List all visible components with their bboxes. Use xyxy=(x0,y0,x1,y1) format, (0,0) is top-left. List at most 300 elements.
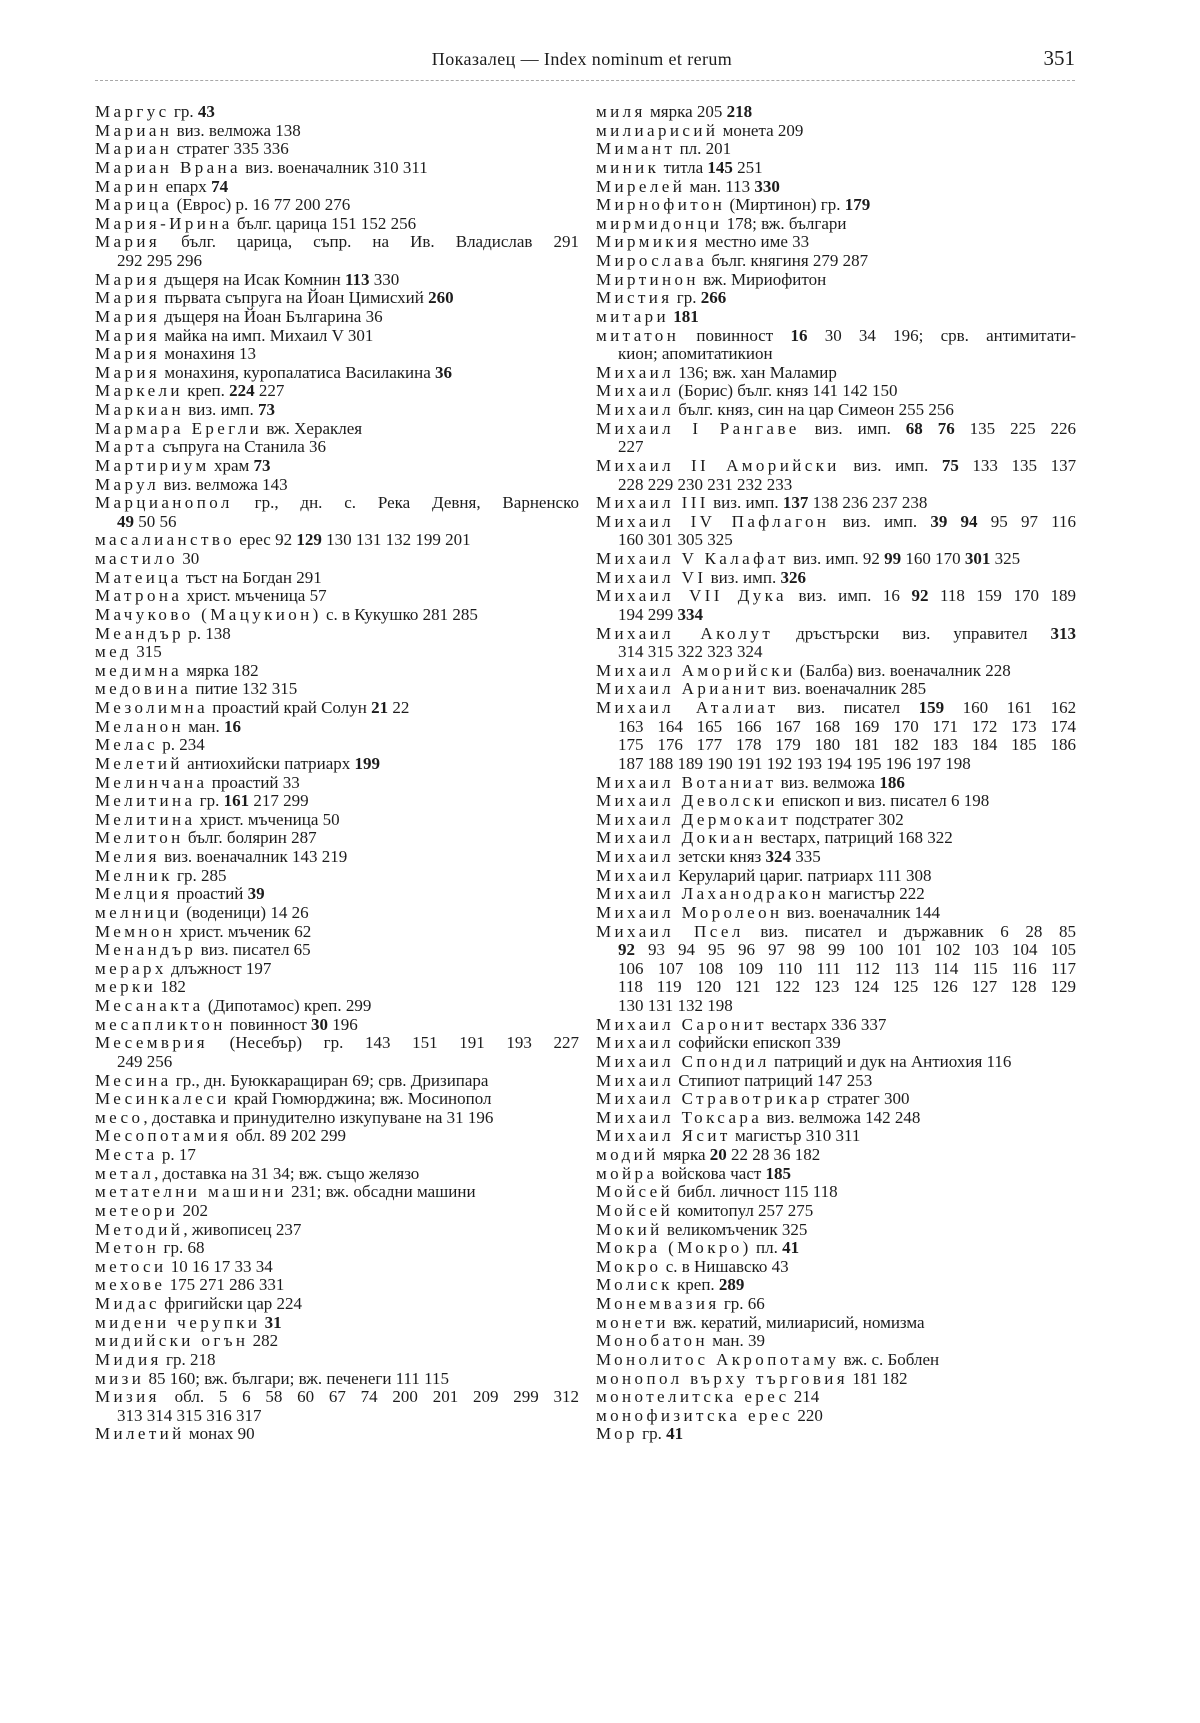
entry-text: (Миртинон) гр. 179 xyxy=(729,195,871,215)
index-entry xyxy=(95,606,579,625)
bold-page-reference: 73 xyxy=(253,455,271,475)
bold-page-reference: 185 xyxy=(765,1163,792,1183)
headword: мирмидонци xyxy=(596,213,723,233)
entry-text: 136; вж. хан Маламир xyxy=(678,362,837,382)
bold-page-reference: 99 xyxy=(884,549,902,568)
headword: Михаил II Аморийски xyxy=(596,455,840,475)
entry-text: 228 229 230 231 232 233 xyxy=(618,474,793,494)
bold-page-reference: 30 xyxy=(311,1014,329,1034)
headword: модий xyxy=(596,1145,659,1164)
index-entry xyxy=(95,699,579,718)
index-entry-continuation xyxy=(596,438,1076,457)
bold-page-reference: 324 xyxy=(765,847,791,866)
index-entry xyxy=(95,1276,579,1295)
entry-text: мярка 20 22 28 36 182 xyxy=(662,1145,821,1164)
headword: мидийски огън xyxy=(95,1331,249,1351)
headword: Мелитон xyxy=(95,828,184,848)
headword: метеори xyxy=(95,1200,179,1220)
headword: Михаил Аталиат xyxy=(596,698,779,717)
headword: Мирмикия xyxy=(596,232,701,252)
index-entry xyxy=(95,1351,579,1370)
entry-text: обл. 89 202 299 xyxy=(235,1126,347,1146)
index-entry xyxy=(596,401,1076,420)
headword: Михаил Лаханодракон xyxy=(596,884,825,904)
index-entry xyxy=(596,867,1076,886)
index-entry xyxy=(95,625,579,644)
headword: Месина xyxy=(95,1070,172,1090)
headword: Мармара Ерегли xyxy=(95,418,263,438)
index-entry xyxy=(596,1146,1076,1165)
headword: Мария-Ирина xyxy=(95,213,233,233)
running-title: Показалец — Index nominum et rerum xyxy=(431,49,733,69)
bold-page-reference: 39 xyxy=(247,884,265,904)
headword: Меандър xyxy=(95,623,185,643)
headword: Мокий xyxy=(596,1219,663,1239)
index-entry xyxy=(596,550,1076,569)
index-entry xyxy=(596,1072,1076,1091)
entry-text: гр. 41 xyxy=(642,1424,684,1444)
entry-text: титла 145 251 xyxy=(663,157,763,177)
index-entry-continuation xyxy=(596,960,1076,979)
headword: Месинкалеси xyxy=(95,1089,230,1109)
entry-text: монета 209 xyxy=(722,120,804,140)
headword: Мирнофитон xyxy=(596,195,726,215)
index-entry xyxy=(95,1239,579,1258)
headword: Мелия xyxy=(95,847,160,866)
headword: Монобатон xyxy=(596,1331,708,1351)
index-entry xyxy=(596,1109,1076,1128)
headword: мехове xyxy=(95,1275,166,1295)
index-entry xyxy=(596,1221,1076,1240)
headword: Михаил Аколут xyxy=(596,623,774,643)
headword: Мидас xyxy=(95,1294,160,1313)
headword: Мирелей xyxy=(596,176,686,196)
index-entry xyxy=(95,997,579,1016)
index-entry xyxy=(596,289,1076,308)
index-entry xyxy=(596,848,1076,867)
entry-text: креп. 289 xyxy=(677,1275,745,1295)
entry-text: библ. личност 115 118 xyxy=(677,1182,838,1202)
headword: Мариан xyxy=(95,139,173,159)
entry-text: Керуларий цариг. патриарх 111 308 xyxy=(678,865,932,885)
entry-text: виз. писател и държавник 6 28 85 xyxy=(760,921,1076,941)
entry-text: , живописец 237 xyxy=(183,1219,302,1239)
entry-text: 92 93 94 95 96 97 98 99 100 101 102 103 104 105 xyxy=(618,940,1076,960)
bold-page-reference: 145 xyxy=(707,157,733,177)
index-entry xyxy=(596,792,1076,811)
entry-text: гр. 68 xyxy=(163,1238,205,1258)
index-entry xyxy=(596,1425,1076,1444)
entry-text: храм 73 xyxy=(213,455,271,475)
index-entry xyxy=(95,345,579,364)
index-column-left xyxy=(95,103,579,1444)
headword: Михаил Моролеон xyxy=(596,902,783,922)
entry-text: дръстърски виз. управител 313 xyxy=(796,623,1077,643)
headword: монопол върху търговия xyxy=(596,1368,848,1388)
headword: мидени черупки xyxy=(95,1312,261,1332)
headword: метателни машини xyxy=(95,1182,287,1202)
entry-text: тъст на Богдан 291 xyxy=(186,567,322,587)
index-entry xyxy=(95,1183,579,1202)
entry-text: зетски княз 324 335 xyxy=(678,847,821,866)
bold-page-reference: 92 xyxy=(618,940,635,960)
entry-text: монах 90 xyxy=(188,1424,255,1444)
entry-text: 202 xyxy=(182,1200,208,1220)
entry-text: виз. писател 159 160 161 162 xyxy=(797,698,1077,717)
headword: Михаил III xyxy=(596,493,709,513)
index-entry xyxy=(95,774,579,793)
entry-text: вестарх, патриций 168 322 xyxy=(760,828,953,848)
entry-text: 106 107 108 109 110 111 112 113 114 115 116 117 xyxy=(618,958,1076,978)
index-entry xyxy=(95,1221,579,1240)
bold-page-reference: 74 xyxy=(211,176,229,196)
bold-page-reference: 266 xyxy=(700,288,727,308)
headword: Метон xyxy=(95,1238,160,1258)
index-entry xyxy=(95,941,579,960)
index-entry-continuation xyxy=(596,531,1076,550)
headword: Марул xyxy=(95,474,160,494)
headword: Мартириум xyxy=(95,455,210,475)
entry-text: виз. имп. 92 99 160 170 301 325 xyxy=(793,549,1021,568)
bold-page-reference: 41 xyxy=(666,1424,684,1444)
index-entry xyxy=(596,680,1076,699)
index-entry-continuation xyxy=(95,1407,579,1426)
index-entry xyxy=(95,382,579,401)
index-entry xyxy=(95,811,579,830)
entry-text: бълг. болярин 287 xyxy=(187,828,317,848)
index-entry xyxy=(95,1202,579,1221)
entry-text: 118 119 120 121 122 123 124 125 126 127 128 129 xyxy=(618,977,1076,997)
headword: Михаил Арианит xyxy=(596,679,769,699)
entry-text: 194 299 334 xyxy=(618,604,703,624)
entry-text: бълг. княгиня 279 287 xyxy=(711,251,869,270)
headword: Михаил xyxy=(596,847,675,866)
index-entry-continuation xyxy=(596,978,1076,997)
bold-page-reference: 43 xyxy=(197,102,215,121)
index-entry xyxy=(596,1053,1076,1072)
index-entry xyxy=(95,848,579,867)
headword: Мокра (Мокро) xyxy=(596,1238,752,1258)
headword: Матрона xyxy=(95,586,183,606)
headword: Мор xyxy=(596,1424,638,1444)
entry-text: 249 256 xyxy=(117,1051,173,1071)
bold-page-reference: 129 xyxy=(296,530,322,550)
headword: Месемврия xyxy=(95,1033,208,1053)
index-entry xyxy=(596,699,1076,718)
index-entry xyxy=(596,513,1076,532)
entry-text: 160 301 305 325 xyxy=(618,530,733,550)
bold-page-reference: 326 xyxy=(780,567,806,587)
entry-text: с. в Нишавско 43 xyxy=(665,1256,789,1276)
index-entry xyxy=(95,271,579,290)
headword: Методий xyxy=(95,1219,184,1239)
index-entry-continuation xyxy=(95,252,579,271)
headword: милиарисий xyxy=(596,120,719,140)
entry-text: 314 315 322 323 324 xyxy=(618,642,763,662)
index-entry xyxy=(95,1072,579,1091)
entry-text: вж. Мириофитон xyxy=(703,269,827,289)
entry-text: монахиня, куропалатиса Василакина 36 xyxy=(164,362,453,382)
entry-text: ман. 113 330 xyxy=(689,176,780,196)
index-entry xyxy=(596,923,1076,942)
entry-text: 175 176 177 178 179 180 181 182 183 184 185 186 xyxy=(618,735,1076,755)
index-entry-continuation xyxy=(596,736,1076,755)
index-entry xyxy=(95,1258,579,1277)
index-entry xyxy=(95,885,579,904)
entry-text: виз. писател 65 xyxy=(200,940,311,960)
headword: Мойсей xyxy=(596,1200,674,1220)
index-entry xyxy=(95,457,579,476)
entry-text: 182 xyxy=(160,977,186,997)
index-entry-continuation xyxy=(596,606,1076,625)
entry-text: патриций и дук на Антиохия 116 xyxy=(773,1051,1012,1071)
entry-text: магистър 222 xyxy=(828,884,925,904)
entry-text: , доставка и принудително изкупуване на 31 196 xyxy=(143,1107,494,1127)
headword: Мистия xyxy=(596,288,673,308)
entry-text: проастий 33 xyxy=(211,772,300,792)
index-entry xyxy=(95,308,579,327)
headword: метоси xyxy=(95,1256,167,1276)
headword: миля xyxy=(596,102,646,121)
headword: Михаил Ясит xyxy=(596,1126,731,1146)
headword: Михаил xyxy=(596,381,675,401)
bold-page-reference: 330 xyxy=(754,176,780,196)
entry-text: виз. велможа 143 xyxy=(163,474,288,494)
index-entry xyxy=(596,829,1076,848)
entry-text: гр. 285 xyxy=(177,865,227,885)
entry-text: пл. 41 xyxy=(755,1238,800,1258)
entry-text: бълг. княз, син на цар Симеон 255 256 xyxy=(678,400,954,419)
headword: Марта xyxy=(95,437,159,457)
bold-page-reference: 334 xyxy=(677,604,703,624)
bold-page-reference: 137 xyxy=(782,493,809,513)
headword: Мелитина xyxy=(95,791,196,811)
bold-page-reference: 92 xyxy=(911,586,929,606)
entry-text: вж. кератий, милиарисий, номизма xyxy=(673,1312,925,1332)
index-entry xyxy=(95,122,579,141)
headword: Михаил xyxy=(596,1070,675,1090)
entry-text: пл. 201 xyxy=(679,139,732,159)
entry-text: р. 17 xyxy=(161,1145,196,1164)
headword: месо xyxy=(95,1107,144,1127)
headword: Мелитина xyxy=(95,809,196,829)
headword: Михаил xyxy=(596,1033,675,1053)
index-entry xyxy=(95,1295,579,1314)
headword: Места xyxy=(95,1145,158,1164)
bold-page-reference: 186 xyxy=(879,772,905,792)
headword: Мидия xyxy=(95,1349,162,1369)
entry-text: 130 131 132 198 xyxy=(618,996,733,1015)
headword: Михаил Стравотрикар xyxy=(596,1089,823,1109)
entry-text: длъжност 197 xyxy=(171,958,272,978)
headword: мастило xyxy=(95,549,179,568)
headword: Мария xyxy=(95,325,161,345)
headword: Мария xyxy=(95,269,161,289)
bold-page-reference: 94 xyxy=(960,511,978,531)
bold-page-reference: 16 xyxy=(790,325,808,345)
index-entry xyxy=(95,1090,579,1109)
headword: Мариан xyxy=(95,120,173,140)
index-entry xyxy=(596,271,1076,290)
headword: Милетий xyxy=(95,1424,185,1444)
entry-text: софийски епископ 339 xyxy=(678,1033,841,1053)
index-entry xyxy=(596,1370,1076,1389)
entry-text: мярка 182 xyxy=(186,660,259,680)
entry-text: фригийски цар 224 xyxy=(164,1294,303,1313)
entry-text: 214 xyxy=(793,1387,820,1407)
index-entry xyxy=(596,1258,1076,1277)
bold-page-reference: 181 xyxy=(673,306,699,326)
index-entry xyxy=(596,308,1076,327)
headword: Михаил Аморийски xyxy=(596,660,796,680)
entry-text: р. 138 xyxy=(188,623,231,643)
headword: мерки xyxy=(95,977,157,997)
index-column-right xyxy=(596,103,1076,1444)
headword: Мелник xyxy=(95,865,173,885)
bold-page-reference: 113 xyxy=(344,269,370,289)
entry-text: 227 xyxy=(618,437,644,457)
index-entry xyxy=(596,122,1076,141)
header-rule xyxy=(95,80,1075,81)
bold-page-reference: 218 xyxy=(726,102,753,121)
headword: мелници xyxy=(95,902,182,922)
index-entry xyxy=(95,662,579,681)
entry-text: креп. 224 227 xyxy=(187,381,285,401)
entry-text: епископ и виз. писател 6 198 xyxy=(782,791,990,811)
entry-text: 181 182 xyxy=(852,1368,908,1388)
headword: Мизия xyxy=(95,1387,160,1407)
bold-page-reference: 16 xyxy=(224,716,242,736)
bold-page-reference: 179 xyxy=(844,195,871,215)
index-entry xyxy=(95,904,579,923)
entry-text: виз. военачалник 144 xyxy=(786,902,941,922)
entry-text: 10 16 17 33 34 xyxy=(170,1256,273,1276)
entry-text: 313 314 315 316 317 xyxy=(117,1405,262,1425)
headword: Мелас xyxy=(95,735,159,755)
index-entry xyxy=(95,196,579,215)
headword: мизи xyxy=(95,1368,145,1388)
headword: Монемвазия xyxy=(596,1294,720,1313)
entry-text: 231; вж. обсадни машини xyxy=(291,1182,476,1202)
entry-text: Стипиот патриций 147 253 xyxy=(678,1070,873,1090)
headword: Мезолимна xyxy=(95,698,209,717)
entry-text: подстратег 302 xyxy=(795,809,904,829)
entry-text: вестарх 336 337 xyxy=(771,1014,887,1034)
index-entry xyxy=(95,643,579,662)
headword: Михаил Токсара xyxy=(596,1107,763,1127)
index-entry xyxy=(596,1388,1076,1407)
headword: медовина xyxy=(95,679,192,699)
entry-text: 175 271 286 331 xyxy=(169,1275,285,1295)
index-entry xyxy=(95,420,579,439)
entry-text: 220 xyxy=(797,1405,823,1425)
index-entry xyxy=(596,1351,1076,1370)
entry-text: бълг. царица 151 152 256 xyxy=(236,213,417,233)
headword: миник xyxy=(596,157,660,177)
index-entry xyxy=(596,233,1076,252)
entry-text: бълг. царица, съпр. на Ив. Владислав 291 xyxy=(181,232,579,252)
entry-text: стратег 335 336 xyxy=(176,139,289,159)
index-entry xyxy=(95,1146,579,1165)
index-entry xyxy=(95,718,579,737)
headword: Менандър xyxy=(95,940,197,960)
entry-text: ман. 39 xyxy=(712,1331,765,1351)
entry-text: гр. 66 xyxy=(723,1294,765,1313)
bold-page-reference: 31 xyxy=(264,1312,282,1332)
bold-page-reference: 260 xyxy=(428,288,454,308)
entry-text: 163 164 165 166 167 168 169 170 171 172 173 174 xyxy=(618,716,1076,736)
index-entry xyxy=(596,587,1076,606)
entry-text: 49 50 56 xyxy=(117,511,177,531)
entry-text: дъщеря на Исак Комнин 113 330 xyxy=(164,269,400,289)
entry-text: христ. мъченица 50 xyxy=(199,809,340,829)
entry-text xyxy=(673,307,699,326)
headword: Мемнон xyxy=(95,921,176,941)
headword: Михаил VII Дука xyxy=(596,586,787,606)
index-entry xyxy=(95,1127,579,1146)
bold-page-reference: 289 xyxy=(718,1275,745,1295)
index-entry xyxy=(95,140,579,159)
index-entry xyxy=(596,196,1076,215)
index-entry xyxy=(95,923,579,942)
index-entry xyxy=(95,1016,579,1035)
headword: Мария xyxy=(95,362,161,382)
headword: Михаил Дермокаит xyxy=(596,809,792,829)
index-entry xyxy=(596,382,1076,401)
entry-text: 30 xyxy=(182,549,200,568)
headword: Мелинчана xyxy=(95,772,208,792)
index-entry xyxy=(95,792,579,811)
headword: Меланон xyxy=(95,716,184,736)
entry-text: стратег 300 xyxy=(826,1089,910,1109)
index-entry xyxy=(95,215,579,234)
index-entry xyxy=(95,476,579,495)
index-entry xyxy=(596,774,1076,793)
entry-text: вж. с. Боблен xyxy=(843,1349,940,1369)
entry-text: повинност 16 30 34 196; срв. антимитати- xyxy=(696,325,1077,345)
entry-text: проастий 39 xyxy=(176,884,265,904)
index-entry xyxy=(95,327,579,346)
index-entry xyxy=(95,569,579,588)
headword: Михаил Вотаниат xyxy=(596,772,777,792)
index-entry-continuation xyxy=(95,513,579,532)
entry-text: (воденици) 14 26 xyxy=(186,902,309,922)
entry-text: магистър 310 311 xyxy=(734,1126,861,1146)
index-entry xyxy=(596,420,1076,439)
entry-text: съпруга на Станила 36 xyxy=(162,437,327,457)
index-entry xyxy=(95,438,579,457)
headword: монети xyxy=(596,1312,669,1332)
headword: Мария xyxy=(95,306,161,326)
entry-text: дъщеря на Йоан Българина 36 xyxy=(164,306,383,326)
headword: Матеица xyxy=(95,567,182,587)
entry-text: първата съпруга на Йоан Цимисхий 260 xyxy=(164,288,454,308)
headword: медимна xyxy=(95,660,183,680)
headword: Михаил xyxy=(596,400,675,419)
entry-text xyxy=(265,1313,282,1332)
index-entry xyxy=(596,327,1076,346)
headword: митатон xyxy=(596,325,680,345)
entry-text: виз. имп. 326 xyxy=(710,567,806,587)
bold-page-reference: 76 xyxy=(937,418,955,438)
index-entry xyxy=(95,1370,579,1389)
index-entry xyxy=(95,289,579,308)
headword: Мимант xyxy=(596,139,676,159)
entry-text: р. 234 xyxy=(162,735,205,755)
index-entry xyxy=(596,1295,1076,1314)
index-entry xyxy=(95,494,579,513)
headword: Монолитос Акропотаму xyxy=(596,1349,840,1369)
